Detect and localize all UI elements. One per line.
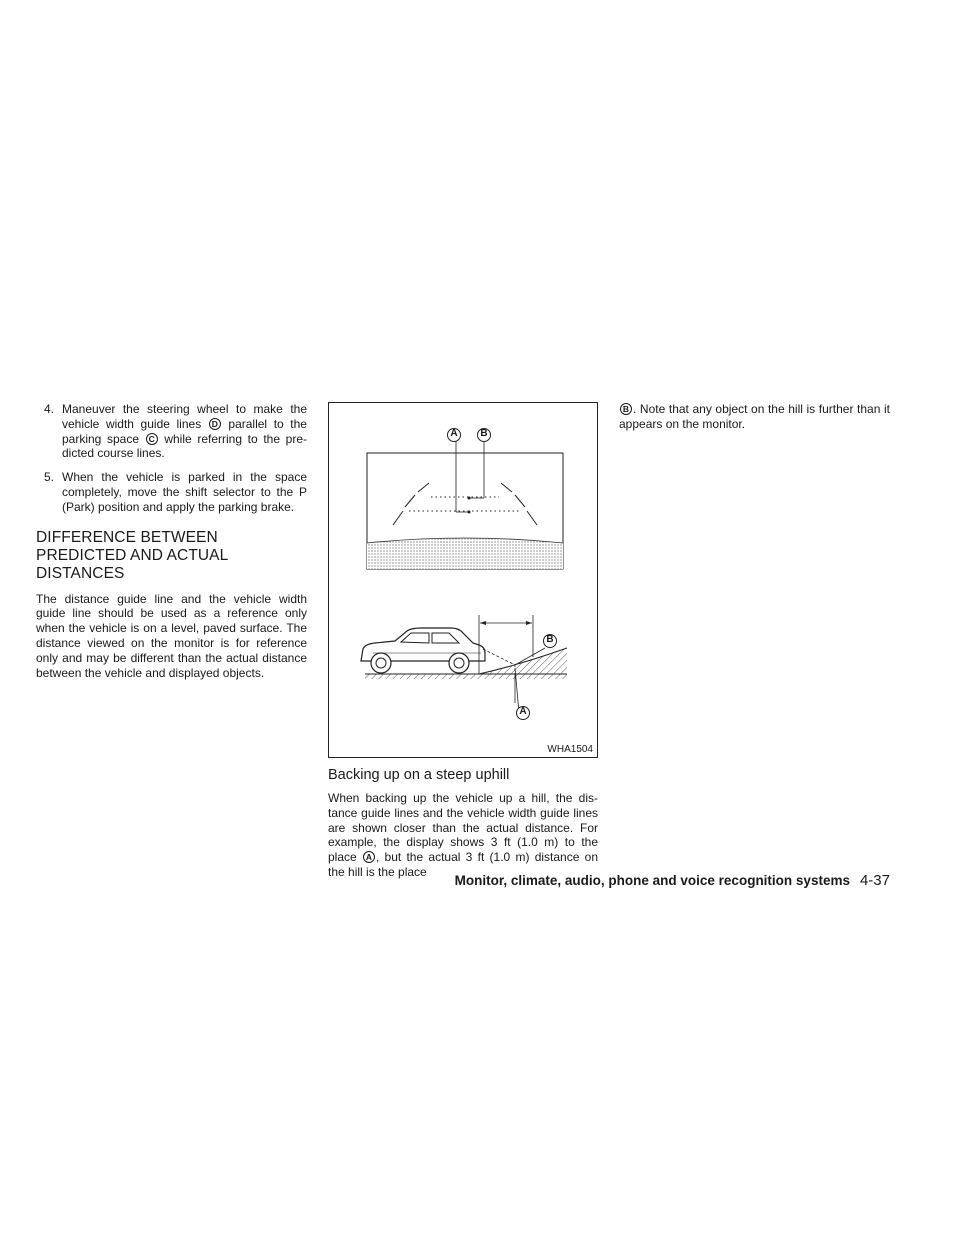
callout-d-icon: D [209, 418, 221, 430]
footer-title: Monitor, climate, audio, phone and voice recognition systems [454, 873, 850, 888]
page-number: 4-37 [859, 872, 890, 889]
car-side-view [361, 615, 567, 720]
step-number: 5. [44, 470, 55, 485]
list-item-step-5 [36, 470, 307, 514]
callout-a-label: A [519, 706, 527, 717]
callout-c-icon: C [146, 433, 158, 445]
section-heading: DIFFERENCE BETWEEN PREDICTED AND ACTUAL DISTANCES [36, 528, 228, 582]
step-text: When the vehicle is parked in the space completely, move the shift selector to the P (Park) position and apply the parking brake. [62, 470, 307, 514]
list-item-step-4 [36, 402, 307, 461]
callout-b-label: B [546, 634, 554, 645]
callout-a-icon: A [363, 851, 375, 863]
uphill-paragraph-part1: When backing up the vehicle up a hill, the dis-tance guide lines and the vehicle width guide lines are shown closer than the actual distance. For example, the display shows 3 ft (1.0 m) to the place A , but the actual 3 ft (1.0 m) distance on the hill is the place [328, 791, 599, 879]
uphill-illustration [329, 403, 599, 759]
uphill-paragraph-part2: B . Note that any object on the hill is further than it appears on the monitor. [619, 402, 890, 431]
figure-code: WHA1504 [547, 744, 593, 755]
middle-column [328, 402, 599, 879]
callout-b-label: B [480, 428, 488, 439]
callout-a-label: A [450, 428, 458, 439]
right-column [619, 402, 890, 432]
callout-b-icon: B [620, 403, 632, 415]
step-text: Maneuver the steering wheel to make the vehicle width guide lines D parallel to the parking space C while referring to the pre-dicted course lines. [62, 402, 308, 461]
subsection-heading: Backing up on a steep uphill [328, 767, 510, 783]
section-paragraph: The distance guide line and the vehicle width guide line should be used as a reference only when the vehicle is on a level, paved surface. The distance viewed on the monitor is for reference only and may be different than the actual distance between the vehicle and displayed objects. [36, 591, 307, 680]
left-column [36, 402, 307, 680]
monitor-view [367, 429, 563, 570]
figure-uphill-diagram [328, 402, 598, 758]
step-number: 4. [44, 402, 55, 416]
page-footer [380, 872, 890, 889]
